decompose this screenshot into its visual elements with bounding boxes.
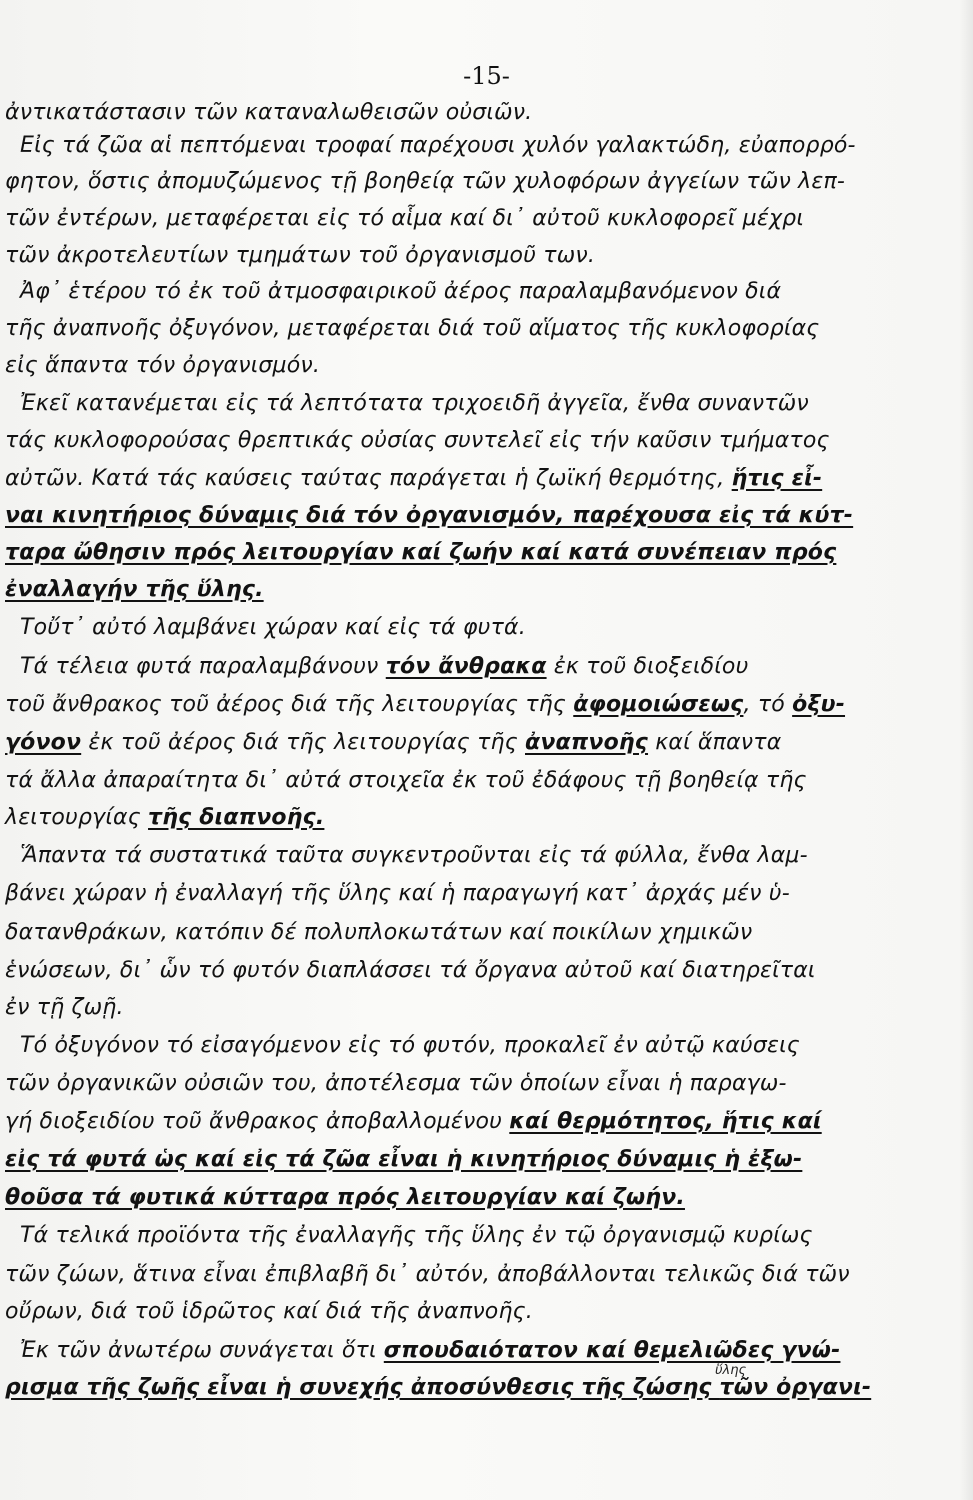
text-line <box>5 1109 822 1134</box>
text-line <box>20 391 809 416</box>
underlined-text: ἥτις εἶ- <box>731 466 823 491</box>
text-line <box>5 353 320 378</box>
text-line <box>20 133 856 158</box>
text-line <box>5 1299 533 1324</box>
text-segment: τῆς ἀναπνοῆς ὀξυγόνον, μεταφέρεται διά τοῦ αἵματος τῆς κυκλοφορίας <box>5 316 820 341</box>
underlined-text: τῆς διαπνοῆς. <box>148 805 325 830</box>
underlined-text: ἀφομοιώσεως <box>573 692 744 717</box>
underlined-text: ὀξυ- <box>792 692 846 717</box>
text-segment: Ἐκ τῶν ἀνωτέρω συνάγεται ὅτι <box>20 1338 384 1363</box>
text-line <box>5 1185 685 1210</box>
text-line <box>5 206 804 231</box>
text-line <box>5 169 845 194</box>
text-segment: Εἰς τά ζῶα αἱ πεπτόμεναι τροφαί παρέχουσι χυλόν γαλακτώδη, εὐαπορρό- <box>20 133 856 158</box>
text-line <box>5 920 752 945</box>
text-segment: τῶν ἀκροτελευτίων τμημάτων τοῦ ὀργανισμοῦ των. <box>5 243 596 268</box>
text-line <box>20 615 526 640</box>
text-segment: ἑνώσεων, δι᾽ ὧν τό φυτόν διαπλάσσει τά ὄργανα αὐτοῦ καί διατηρεῖται <box>5 958 816 983</box>
underlined-text: σπουδαιότατον καί θεμελιῶδες γνώ- <box>383 1338 841 1363</box>
text-line <box>20 1223 813 1248</box>
underlined-text: θοῦσα τά φυτικά κύτταρα πρός λειτουργίαν καί ζωήν. <box>5 1185 685 1210</box>
text-segment: Ἐκεῖ κατανέμεται εἰς τά λεπτότατα τριχοειδῆ ἀγγεῖα, ἔνθα συναντῶν <box>20 391 809 416</box>
text-segment: Τά τελικά προϊόντα τῆς ἐναλλαγῆς τῆς ὕλης ἐν τῷ ὀργανισμῷ κυρίως <box>20 1223 813 1248</box>
text-segment: λειτουργίας <box>5 805 149 830</box>
text-segment: Τοὔτ᾽ αὐτό λαμβάνει χώραν καί εἰς τά φυτά. <box>20 615 526 640</box>
text-segment: Ἀφ᾽ ἑτέρου τό ἐκ τοῦ ἀτμοσφαιρικοῦ ἀέρος παραλαμβανόμενον διά <box>20 279 782 304</box>
handwritten-annotation: ὕλης <box>715 1363 747 1378</box>
underlined-text: τόν ἄνθρακα <box>385 654 547 679</box>
text-segment: Τά τέλεια φυτά παραλαμβάνουν <box>20 654 386 679</box>
text-line <box>5 428 830 453</box>
text-line <box>5 730 781 755</box>
text-line <box>5 805 324 830</box>
text-line <box>5 692 845 717</box>
text-segment: Ἅπαντα τά συστατικά ταῦτα συγκεντροῦνται εἰς τά φύλλα, ἔνθα λαμ- <box>20 843 808 868</box>
underlined-text: γόνον <box>5 730 82 755</box>
text-segment: τά ἄλλα ἀπαραίτητα δι᾽ αὐτά στοιχεῖα ἐκ τοῦ ἐδάφους τῇ βοηθείᾳ τῆς <box>5 768 807 793</box>
text-line <box>5 243 595 268</box>
underlined-text: εἰς τά φυτά ὡς καί εἰς τά ζῶα εἶναι ἡ κινητήριος δύναμις ἡ ἐξω- <box>5 1147 803 1172</box>
text-segment: ἐκ τοῦ διοξειδίου <box>546 654 749 679</box>
text-segment: τῶν ὀργανικῶν οὐσιῶν του, ἀποτέλεσμα τῶν ὁποίων εἶναι ἡ παραγω- <box>5 1071 787 1096</box>
underlined-text: ρισμα τῆς ζωῆς εἶναι ἡ συνεχής ἀποσύνθεσις τῆς ζώσης <box>5 1375 720 1400</box>
text-segment: τάς κυκλοφορούσας θρεπτικάς οὐσίας συντελεῖ εἰς τήν καῦσιν τμήματος <box>5 428 830 453</box>
underlined-text: τῶν ὀργανι- <box>719 1375 872 1400</box>
text-segment: εἰς ἅπαντα τόν ὀργανισμόν. <box>5 353 321 378</box>
text-line <box>20 279 781 304</box>
text-line <box>5 1262 850 1287</box>
text-line <box>5 503 853 528</box>
underlined-text: ἐναλλαγήν τῆς ὕλης. <box>5 577 264 602</box>
text-line <box>20 1338 840 1363</box>
text-segment: δατανθράκων, κατόπιν δέ πολυπλοκωτάτων καί ποικίλων χημικῶν <box>5 920 753 945</box>
text-line <box>5 995 124 1020</box>
text-line <box>5 466 822 491</box>
text-line <box>5 577 264 602</box>
text-line <box>5 100 532 125</box>
text-segment: ἐν τῇ ζωῇ. <box>5 995 124 1020</box>
page-edge-shadow <box>959 0 973 1500</box>
text-segment: τοῦ ἄνθρακος τοῦ ἀέρος διά τῆς λειτουργίας τῆς <box>5 692 574 717</box>
text-line <box>5 540 836 565</box>
text-segment: ἀντικατάστασιν τῶν καταναλωθεισῶν οὐσιῶν. <box>5 100 533 125</box>
text-line <box>20 654 749 679</box>
text-segment: τῶν ζώων, ἅτινα εἶναι ἐπιβλαβῆ δι᾽ αὐτόν, ἀποβάλλονται τελικῶς διά τῶν <box>5 1262 850 1287</box>
text-segment: φητον, ὅστις ἀπομυζώμενος τῇ βοηθείᾳ τῶν χυλοφόρων ἀγγείων τῶν λεπ- <box>5 169 846 194</box>
text-segment: οὔρων, διά τοῦ ἱδρῶτος καί διά τῆς ἀναπνοῆς. <box>5 1299 533 1324</box>
text-segment: , τό <box>743 692 793 717</box>
text-line <box>20 1033 800 1058</box>
text-line <box>5 1071 787 1096</box>
text-line <box>5 1375 871 1400</box>
text-line <box>5 958 816 983</box>
text-segment: βάνει χώραν ἡ ἐναλλαγή τῆς ὕλης καί ἡ παραγωγή κατ᾽ ἀρχάς μέν ὑ- <box>5 881 790 906</box>
text-line <box>20 843 808 868</box>
text-segment: τῶν ἐντέρων, μεταφέρεται εἰς τό αἷμα καί δι᾽ αὐτοῦ κυκλοφορεῖ μέχρι <box>5 206 804 231</box>
text-segment: γή διοξειδίου τοῦ ἄνθρακος ἀποβαλλομένου <box>5 1109 510 1134</box>
text-segment: Τό ὀξυγόνον τό εἰσαγόμενον εἰς τό φυτόν, προκαλεῖ ἐν αὐτῷ καύσεις <box>20 1033 800 1058</box>
page-number: -15- <box>463 62 510 90</box>
text-segment: καί ἅπαντα <box>648 730 782 755</box>
underlined-text: ναι κινητήριος δύναμις διά τόν ὀργανισμόν, παρέχουσα εἰς τά κύτ- <box>5 503 854 528</box>
text-line <box>5 1147 802 1172</box>
underlined-text: ἀναπνοῆς <box>525 730 649 755</box>
text-segment: ἐκ τοῦ ἀέρος διά τῆς λειτουργίας τῆς <box>81 730 525 755</box>
text-segment: αὐτῶν. Κατά τάς καύσεις ταύτας παράγεται ἡ ζωϊκή θερμότης, <box>5 466 732 491</box>
text-line <box>5 768 807 793</box>
underlined-text: καί θερμότητος, ἥτις καί <box>509 1109 822 1134</box>
text-line <box>5 881 790 906</box>
underlined-text: ταρα ὤθησιν πρός λειτουργίαν καί ζωήν καί κατά συνέπειαν πρός <box>5 540 837 565</box>
text-line <box>5 316 819 341</box>
